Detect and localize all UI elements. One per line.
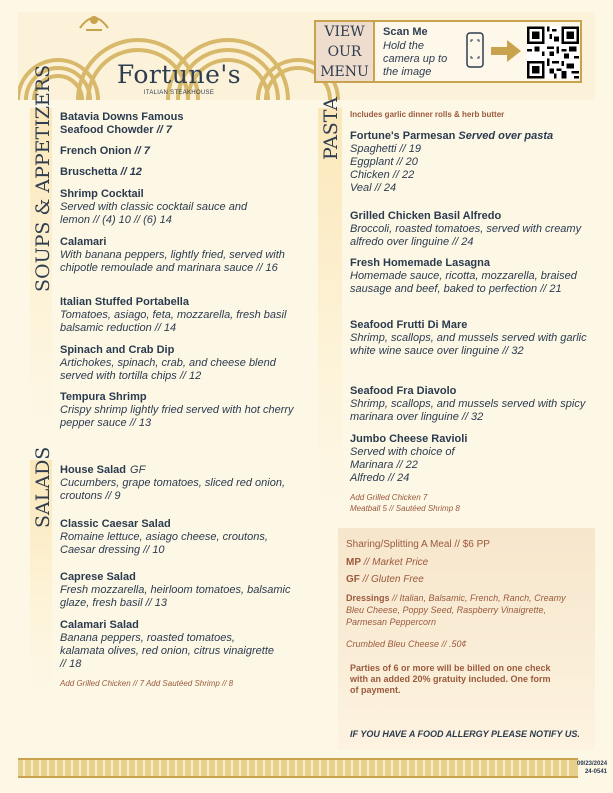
item-price: // 7	[153, 124, 172, 136]
view-menu-line: OUR	[327, 44, 362, 60]
menu-item	[60, 619, 275, 671]
phone-icon	[465, 32, 485, 68]
pasta-note-text: Includes garlic dinner rolls & herb butter	[350, 110, 505, 119]
menu-item	[350, 130, 590, 195]
item-name: Calamari	[60, 236, 107, 248]
pasta-addon: Add Grilled Chicken 7	[350, 493, 428, 502]
item-option: Marinara // 22	[350, 459, 418, 471]
menu-item	[60, 111, 300, 137]
item-price: // 12	[117, 166, 142, 178]
item-name: Seafood Chowder	[60, 124, 154, 136]
item-option: Alfredo // 24	[350, 472, 410, 484]
item-description: Banana peppers, roasted tomatoes, kalamata olives, red onion, citrus vinaigrette // 18	[60, 632, 274, 670]
view-menu-box	[314, 20, 375, 83]
item-description: Tomatoes, asiago, feta, mozzarella, fresh basil balsamic reduction // 14	[60, 309, 287, 334]
item-name: Calamari Salad	[60, 619, 139, 631]
gf-tag: GF	[130, 464, 146, 476]
menu-item	[350, 385, 590, 424]
section-title-pasta: PASTA	[320, 96, 342, 160]
item-option: Chicken // 22	[350, 169, 415, 181]
menu-item	[60, 344, 300, 383]
item-name: Seafood Fra Diavolo	[350, 385, 457, 397]
qr-code-icon[interactable]	[527, 26, 579, 79]
logo-subtitle: ITALIAN STEAKHOUSE	[143, 90, 215, 96]
market-price-note	[346, 557, 428, 568]
item-name: Fresh Homemade Lasagna	[350, 257, 490, 269]
menu-item	[350, 433, 590, 485]
item-name: Caprese Salad	[60, 571, 136, 583]
view-menu-line: MENU	[320, 64, 369, 80]
item-name: Seafood Frutti Di Mare	[350, 319, 468, 331]
item-name: Classic Caesar Salad	[60, 518, 171, 530]
gf-text: // Gluten Free	[359, 574, 424, 585]
arrow-right-icon	[491, 40, 521, 62]
item-name: Shrimp Cocktail	[60, 188, 144, 200]
pasta-note	[350, 110, 590, 119]
menu-item	[350, 210, 590, 249]
menu-item	[60, 188, 260, 227]
dressings-label: Dressings	[346, 593, 390, 603]
menu-item	[60, 145, 300, 158]
item-option: Served with choice of	[350, 446, 455, 458]
menu-item	[60, 464, 300, 503]
item-name: French Onion	[60, 145, 132, 157]
item-description: Romaine lettuce, asiago cheese, croutons, Caesar dressing // 10	[60, 531, 268, 556]
item-name: House Salad	[60, 464, 127, 476]
item-description: Shrimp, scallops, and mussels served with spicy marinara over linguine // 32	[350, 398, 586, 423]
item-name: Fortune's Parmesan	[350, 130, 456, 142]
item-description: Artichokes, spinach, crab, and cheese blend served with tortilla chips // 12	[60, 357, 276, 382]
logo	[104, 42, 254, 100]
allergy-note: IF YOU HAVE A FOOD ALLERGY PLEASE NOTIFY US.	[350, 729, 580, 739]
code-text: 24-0541	[584, 769, 607, 775]
scan-instructions: Hold the camera up to the image	[383, 40, 448, 78]
item-description: Crispy shrimp lightly fried served with hot cherry pepper sauce // 13	[60, 404, 294, 429]
mp-abbr: MP	[346, 557, 361, 568]
item-description: With banana peppers, lightly fried, served with chipotle remoulade and marinara sauce // 16	[60, 249, 285, 274]
view-menu-line: VIEW	[324, 24, 365, 40]
menu-item	[60, 391, 300, 430]
pasta-band	[318, 108, 342, 513]
scan-box	[375, 20, 582, 83]
item-description: Fresh mozzarella, heirloom tomatoes, balsamic glaze, fresh basil // 13	[60, 584, 291, 609]
menu-item	[60, 296, 300, 335]
item-option: Spaghetti // 19	[350, 143, 421, 155]
item-description: Homemade sauce, ricotta, mozzarella, braised sausage and beef, baked to perfection // 21	[350, 270, 577, 295]
footer-deco-strip	[18, 758, 578, 778]
item-name: Tempura Shrimp	[60, 391, 147, 403]
item-description: Served over pasta	[455, 130, 554, 142]
item-description: Served with classic cocktail sauce and lemon // (4) 10 // (6) 14	[60, 201, 248, 226]
print-date	[577, 760, 607, 776]
item-description: Shrimp, scallops, and mussels served with garlic white wine sauce over linguine // 32	[350, 332, 587, 357]
section-title-salads: SALADS	[32, 446, 54, 528]
crest-ornament-icon	[76, 12, 112, 34]
salad-addons: Add Grilled Chicken // 7 Add Sautéed Shrimp // 8	[60, 679, 234, 688]
crumbled-bleu-note: Crumbled Bleu Cheese // .50¢	[346, 639, 467, 649]
mp-text: // Market Price	[361, 557, 429, 568]
parties-note: Parties of 6 or more will be billed on one check with an added 20% gratuity included. One form of payment.	[350, 663, 551, 695]
section-title-soups: SOUPS & APPETIZERS	[32, 64, 54, 292]
menu-item	[60, 518, 300, 557]
scan-title: Scan Me	[383, 26, 428, 38]
item-option: Veal // 24	[350, 182, 397, 194]
menu-item	[350, 257, 590, 296]
item-name: Italian Stuffed Portabella	[60, 296, 189, 308]
menu-item	[60, 166, 300, 179]
menu-item	[350, 319, 590, 358]
logo-name: Fortune's	[116, 60, 242, 89]
sharing-note: Sharing/Splitting A Meal // $6 PP	[346, 539, 490, 550]
menu-item	[60, 236, 300, 275]
item-name: Batavia Downs Famous	[60, 111, 184, 123]
item-price: // 7	[131, 145, 150, 157]
date-text: 09/23/2024	[577, 761, 608, 767]
item-name: Spinach and Crab Dip	[60, 344, 175, 356]
dressings-note	[346, 592, 582, 628]
item-name: Bruschetta	[60, 166, 118, 178]
dressings-list: // Italian, Balsamic, French, Ranch, Creamy Bleu Cheese, Poppy Seed, Raspberry Vinaigrette, Parmesan Peppercorn	[346, 593, 566, 627]
item-description: Cucumbers, grape tomatoes, sliced red onion, croutons // 9	[60, 477, 286, 502]
gf-abbr: GF	[346, 574, 360, 585]
pasta-addon: Meatball 5 // Sautéed Shrimp 8	[350, 504, 460, 513]
gluten-free-note	[346, 574, 424, 585]
menu-item	[60, 571, 300, 610]
item-description: Broccoli, roasted tomatoes, served with creamy alfredo over linguine // 24	[350, 223, 582, 248]
item-name: Grilled Chicken Basil Alfredo	[350, 210, 502, 222]
item-name: Jumbo Cheese Ravioli	[350, 433, 468, 445]
item-option: Eggplant // 20	[350, 156, 418, 168]
